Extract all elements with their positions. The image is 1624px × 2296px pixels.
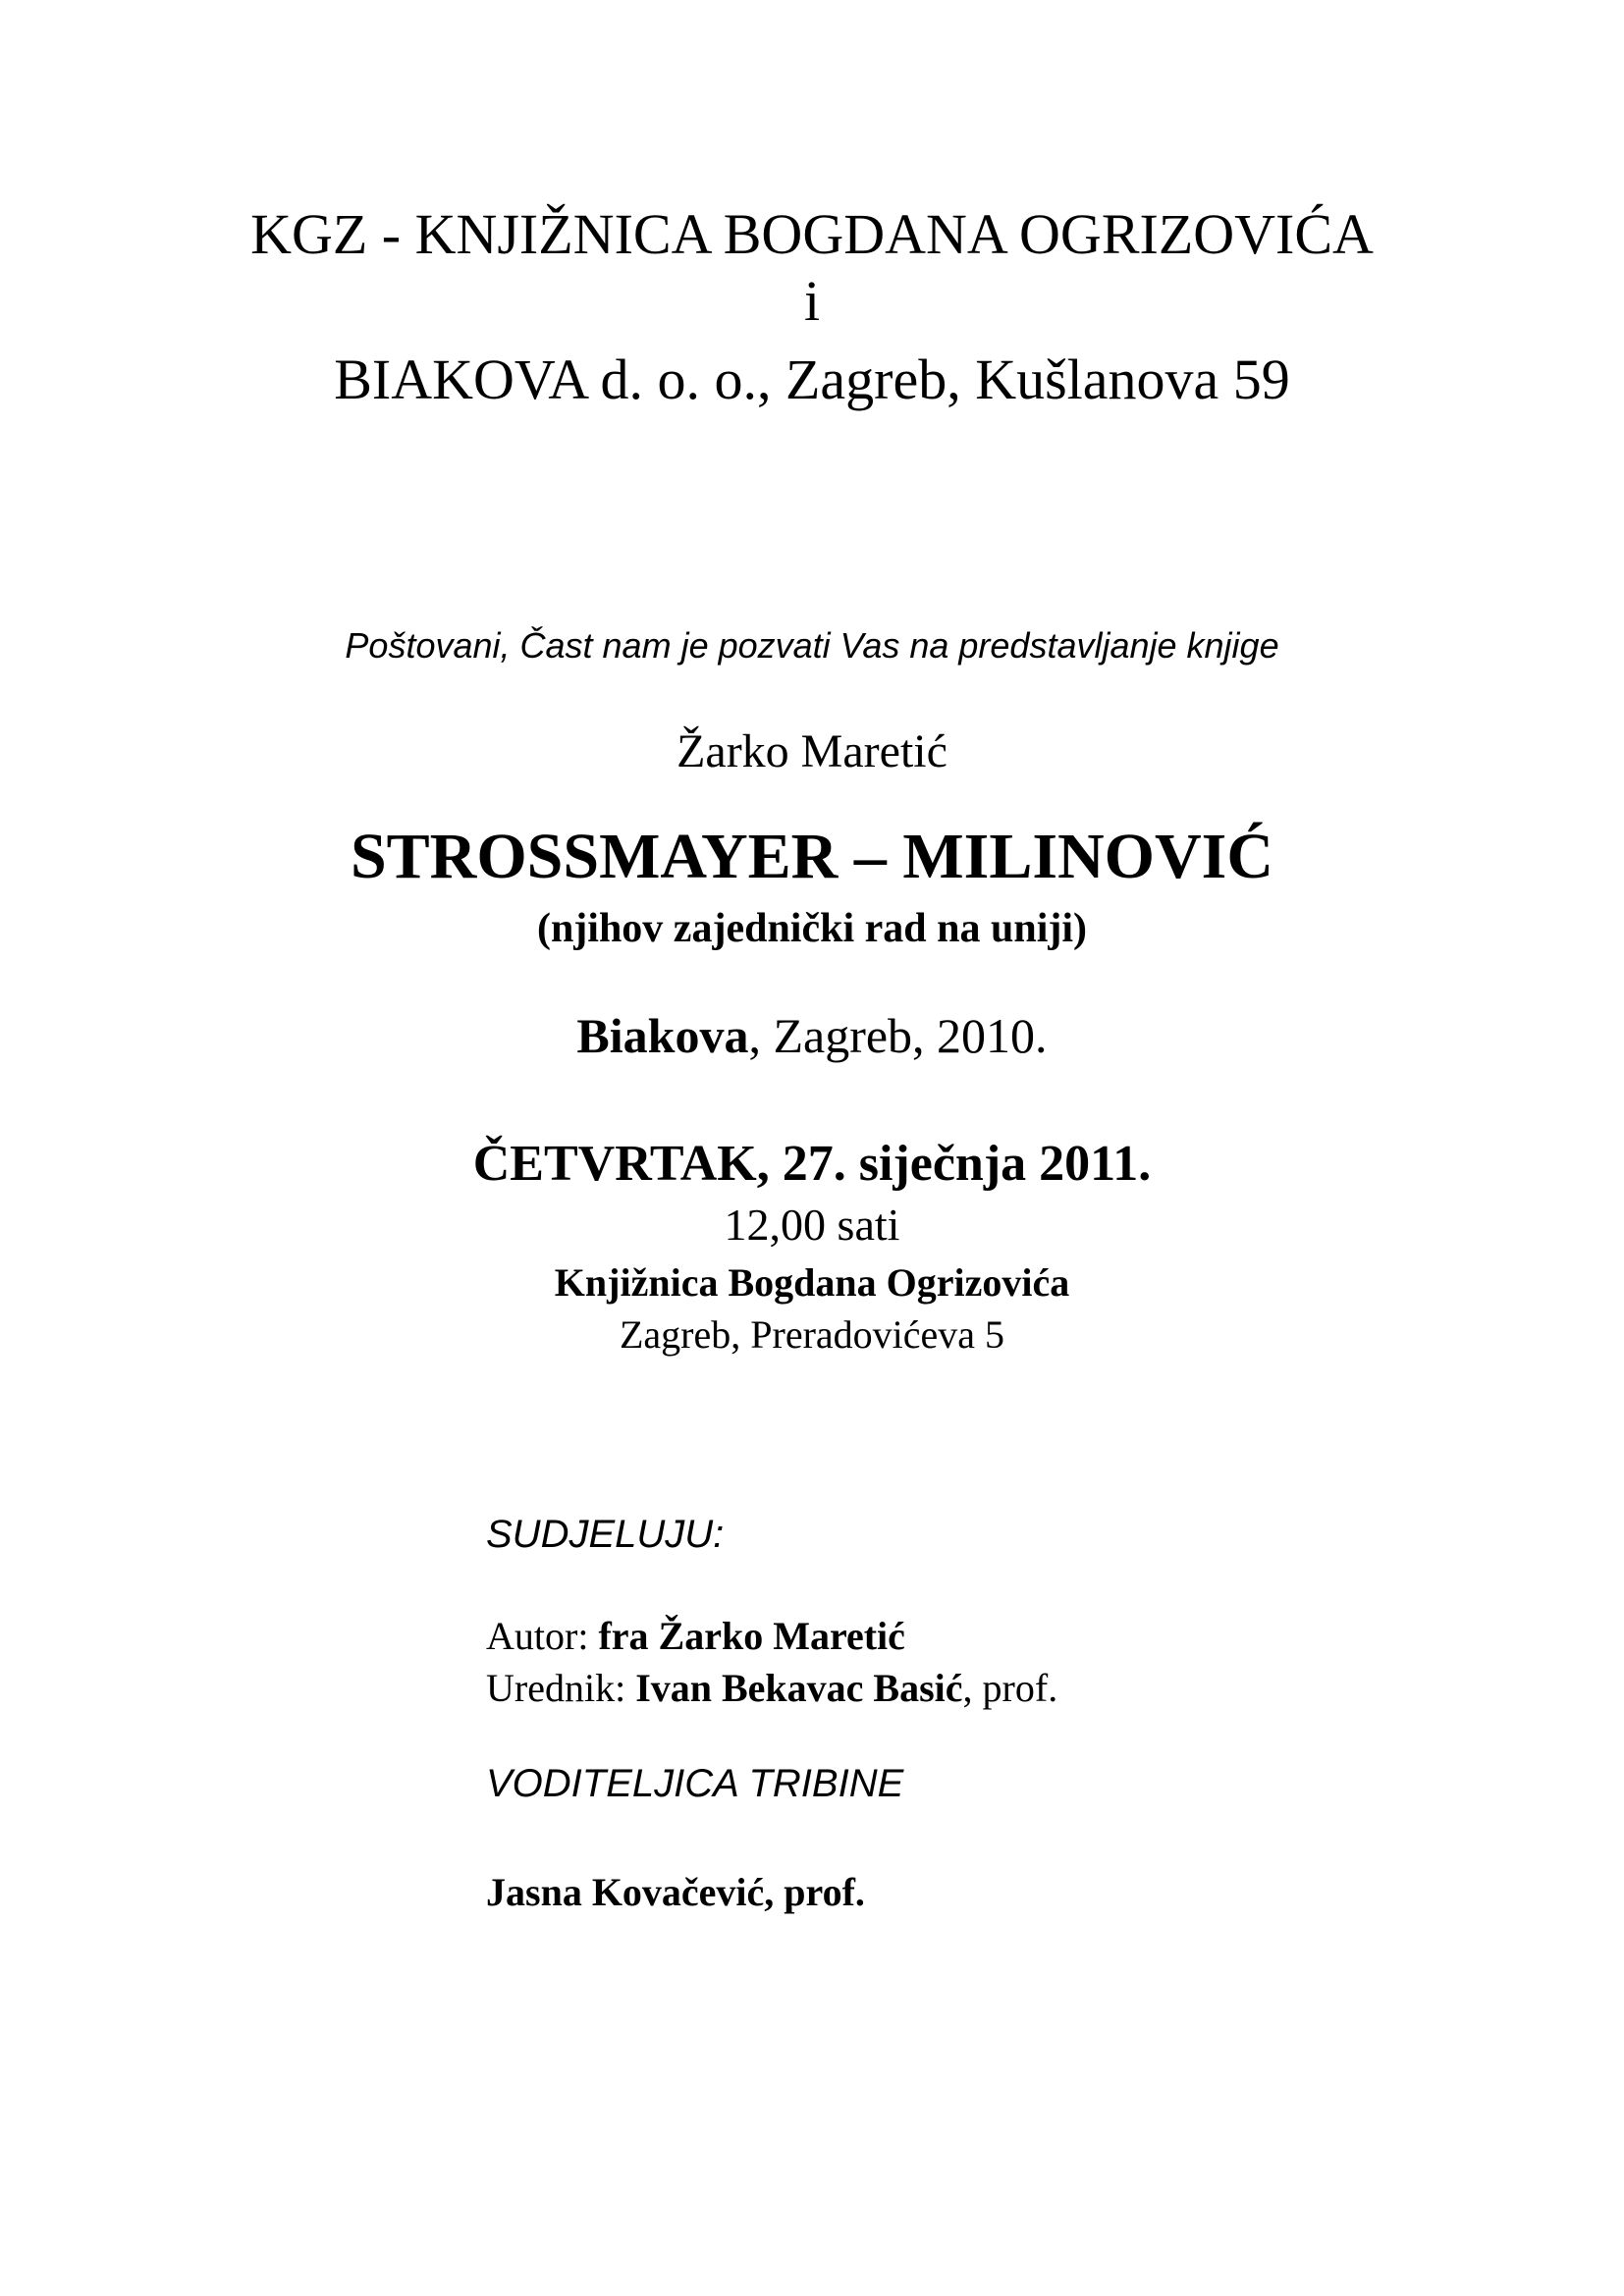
author-label: Autor: <box>486 1614 599 1658</box>
event-date: ČETVRTAK, 27. siječnja 2011. <box>472 1136 1152 1192</box>
event-time: 12,00 sati <box>724 1200 900 1250</box>
invitation-text: Poštovani, Čast nam je pozvati Vas na predstavljanje knjige <box>345 625 1279 666</box>
participants-heading: SUDJELUJU: <box>486 1513 725 1556</box>
moderator-heading: VODITELJICA TRIBINE <box>486 1762 904 1805</box>
publisher-place-year: , Zagreb, 2010. <box>748 1008 1048 1063</box>
header-line-publisher: BIAKOVA d. o. o., Zagreb, Kušlanova 59 <box>334 347 1290 411</box>
editor-suffix: , prof. <box>962 1666 1058 1710</box>
editor-name: Ivan Bekavac Basić <box>635 1666 963 1710</box>
header-line-organizer: KGZ - KNJIŽNICA BOGDANA OGRIZOVIĆA <box>250 202 1374 266</box>
event-address: Zagreb, Preradovićeva 5 <box>619 1312 1005 1357</box>
book-title: STROSSMAYER – MILINOVIĆ <box>350 821 1274 892</box>
book-author: Žarko Maretić <box>677 725 947 777</box>
editor-label: Urednik: <box>486 1666 636 1710</box>
event-venue: Knjižnica Bogdana Ogrizovića <box>554 1260 1070 1305</box>
moderator-name: Jasna Kovačević, prof. <box>486 1870 865 1914</box>
participant-author <box>486 1614 905 1658</box>
publisher-name: Biakova <box>576 1008 749 1063</box>
participant-editor <box>486 1666 1058 1710</box>
book-subtitle: (njihov zajednički rad na uniji) <box>536 906 1088 951</box>
publisher-line <box>0 1008 1624 1063</box>
header-line-conjunction: i <box>803 269 821 333</box>
author-name: fra Žarko Maretić <box>598 1614 905 1658</box>
